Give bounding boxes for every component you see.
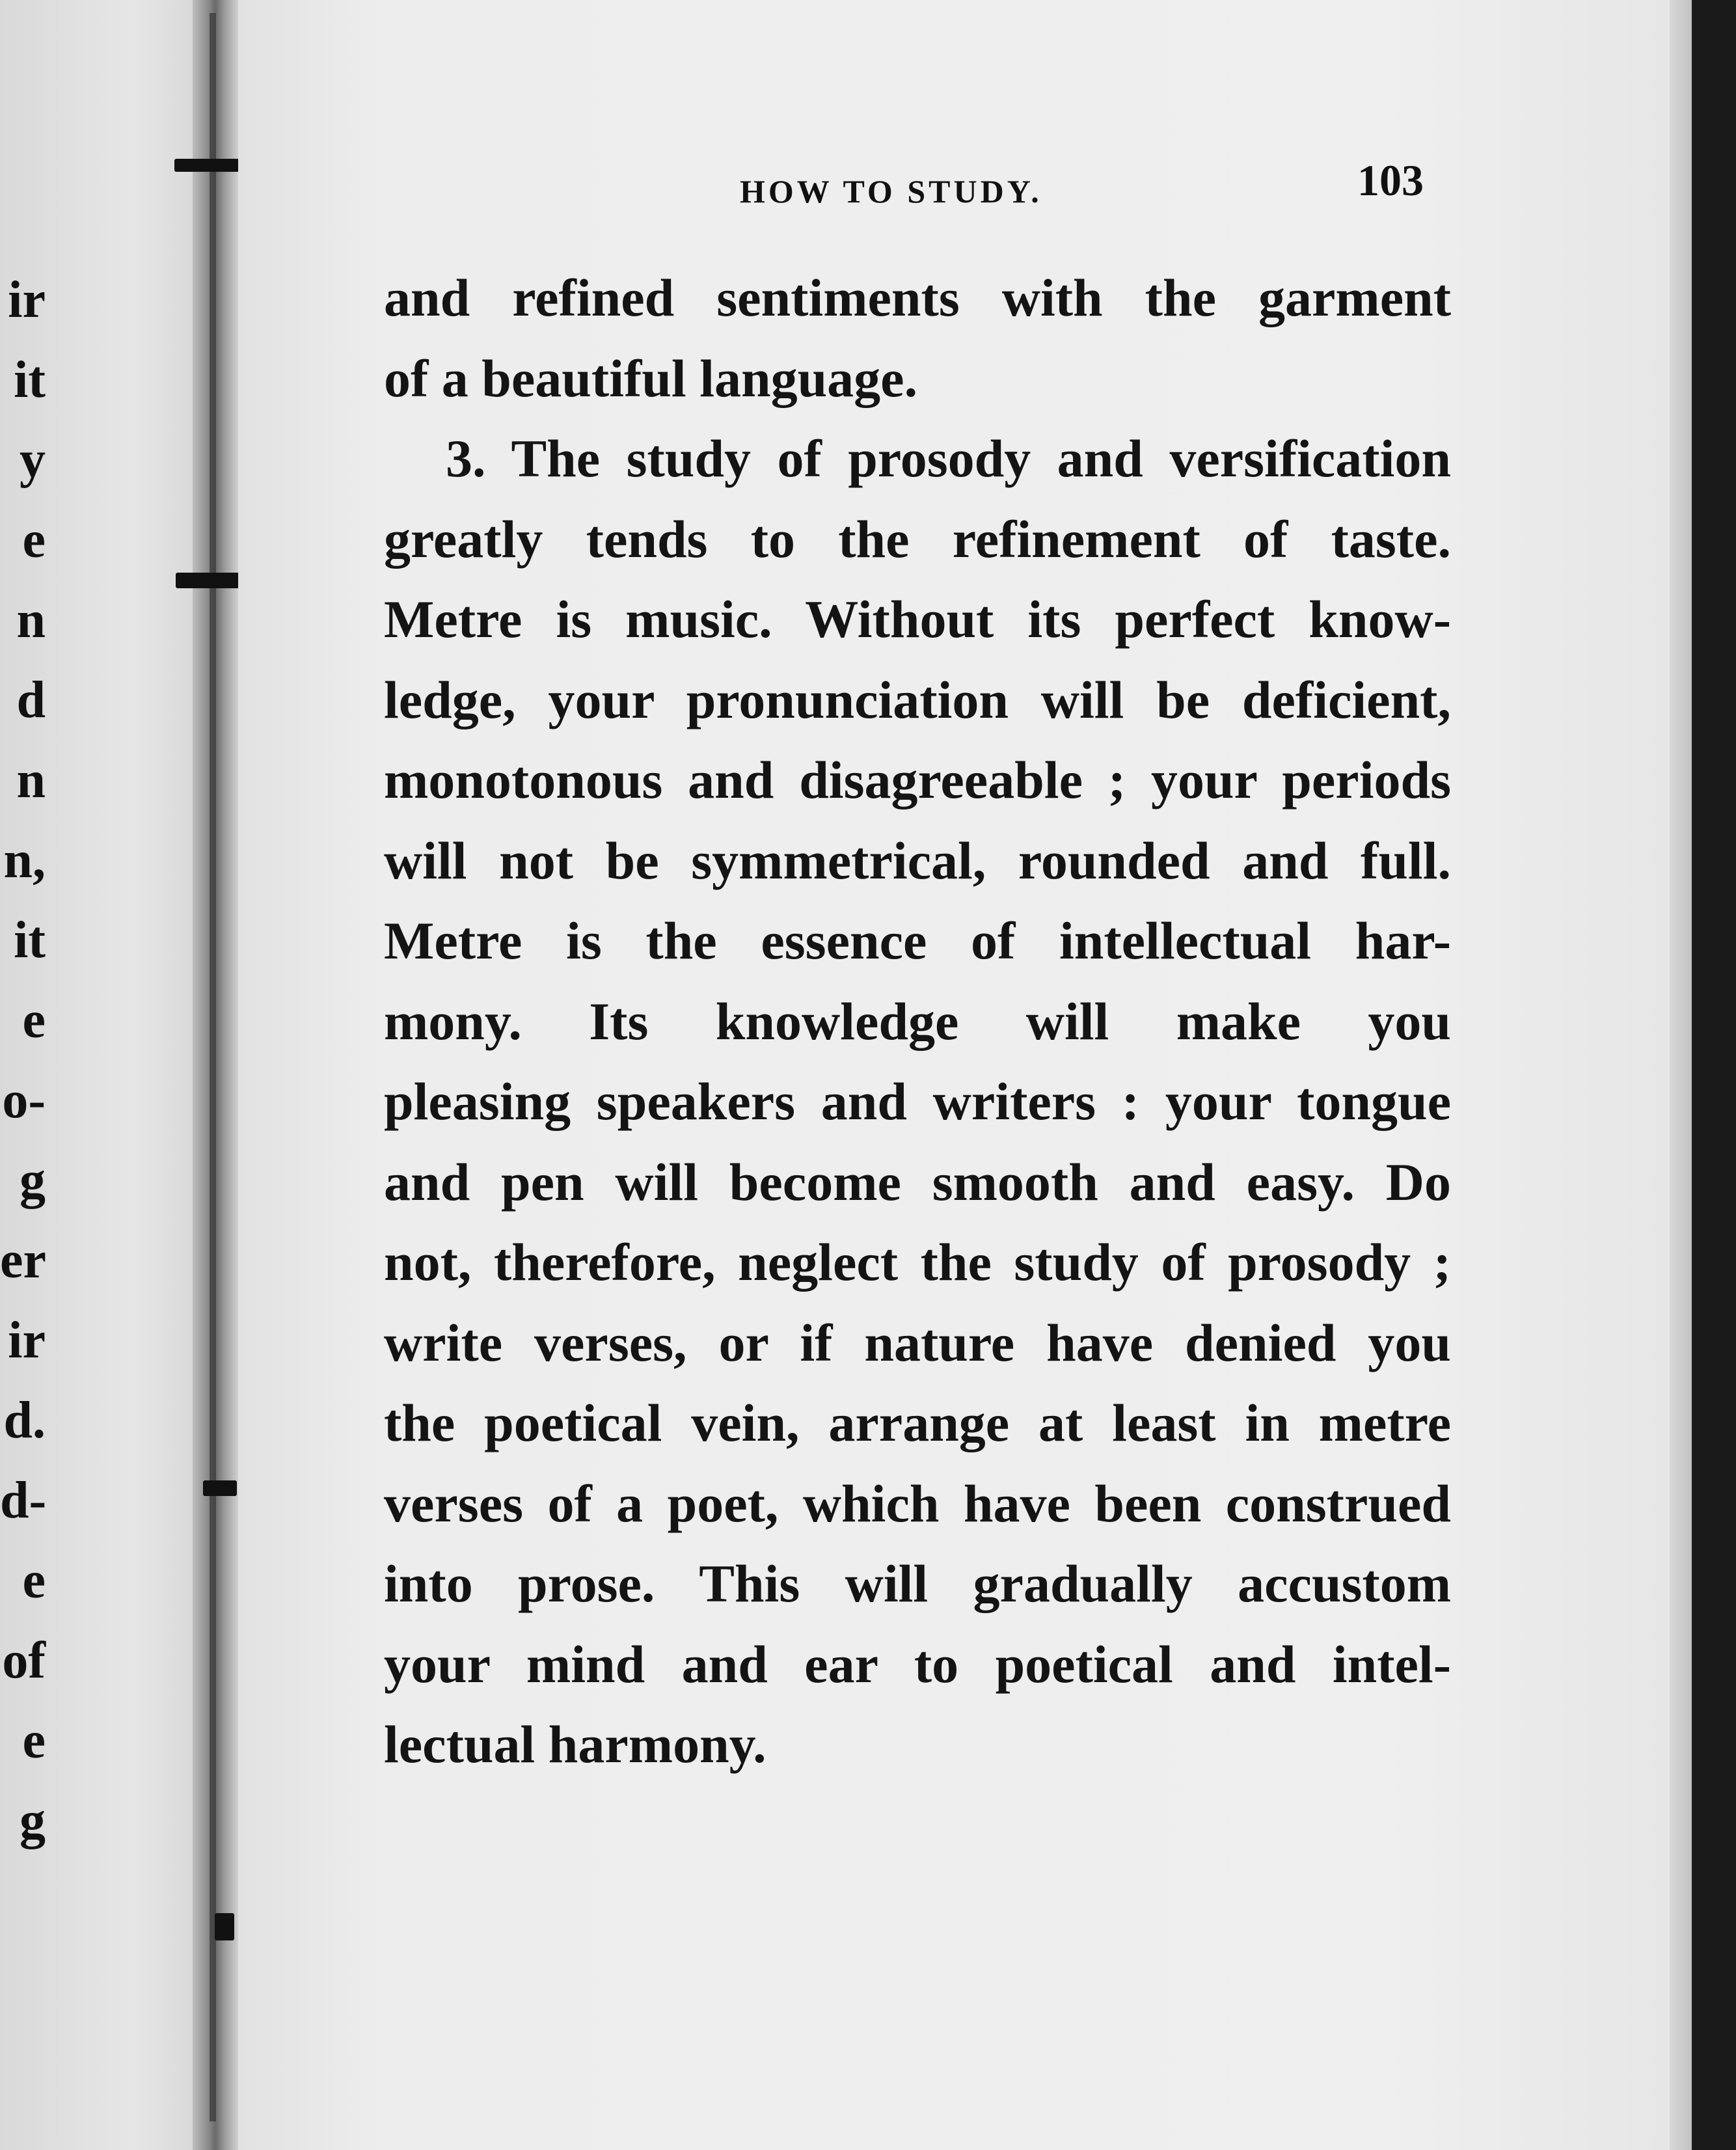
- binding-stitch: [174, 159, 245, 172]
- text-line: ledge, your pronunciation will be deficient,: [384, 670, 1451, 729]
- text-line: and refined sentiments with the garment: [384, 268, 1451, 327]
- fragment: n: [16, 592, 46, 649]
- text-line: write verses, or if nature have denied you: [384, 1313, 1451, 1372]
- fragment: o-: [2, 1072, 46, 1129]
- page-number: 103: [1357, 156, 1424, 205]
- fragment: e: [22, 511, 46, 569]
- binding-stitch: [203, 1480, 237, 1496]
- text-line: not, therefore, neglect the study of prosody ;: [384, 1232, 1451, 1292]
- fragment: d.: [3, 1392, 46, 1449]
- fragment: y: [20, 431, 46, 489]
- scan-right-edge: [1692, 0, 1736, 2150]
- fragment: g: [20, 1792, 46, 1849]
- text-line: and pen will become smooth and easy. Do: [384, 1152, 1451, 1212]
- running-title: HOW TO STUDY.: [740, 173, 1042, 210]
- text-line: Metre is the essence of intellectual har-: [384, 911, 1451, 970]
- text-line: into prose. This will gradually accustom: [384, 1554, 1451, 1613]
- fragment: g: [20, 1152, 46, 1209]
- binding-stitch: [176, 573, 247, 588]
- text-line: will not be symmetrical, rounded and full.: [384, 830, 1451, 890]
- text-line: verses of a poet, which have been construed: [384, 1473, 1451, 1533]
- binding-line: [210, 13, 216, 2121]
- fragment: ir: [8, 1312, 46, 1369]
- previous-page-text-fragments: [0, 260, 46, 1861]
- fragment: d-: [0, 1472, 47, 1529]
- fragment: e: [22, 1552, 46, 1609]
- fragment: e: [22, 1712, 46, 1769]
- text-line: greatly tends to the refinement of taste.: [384, 509, 1451, 569]
- text-line: lectual harmony.: [384, 1715, 766, 1774]
- fragment: er: [0, 1232, 47, 1289]
- text-line: pleasing speakers and writers : your tongue: [384, 1072, 1451, 1131]
- text-line: Metre is music. Without its perfect know-: [384, 590, 1451, 649]
- binding-stitch: [215, 1913, 234, 1940]
- previous-page-edge: [0, 0, 221, 2150]
- text-line: of a beautiful language.: [384, 348, 918, 408]
- text-line: the poetical vein, arrange at least in metre: [384, 1393, 1451, 1452]
- text-line: mony. Its knowledge will make you: [384, 991, 1451, 1051]
- body-text: [384, 258, 1451, 1785]
- fragment: e: [22, 992, 46, 1049]
- text-line: your mind and ear to poetical and intel-: [384, 1634, 1451, 1694]
- fragment: n,: [3, 832, 46, 889]
- fragment: it: [14, 351, 46, 409]
- text-line: 3. The study of prosody and versification: [446, 429, 1451, 488]
- fragment: ir: [8, 271, 46, 329]
- fragment: n: [16, 752, 46, 809]
- fragment: d: [16, 672, 46, 729]
- fragment: of: [2, 1632, 46, 1689]
- fragment: it: [14, 912, 46, 969]
- text-line: monotonous and disagreeable ; your periods: [384, 750, 1451, 810]
